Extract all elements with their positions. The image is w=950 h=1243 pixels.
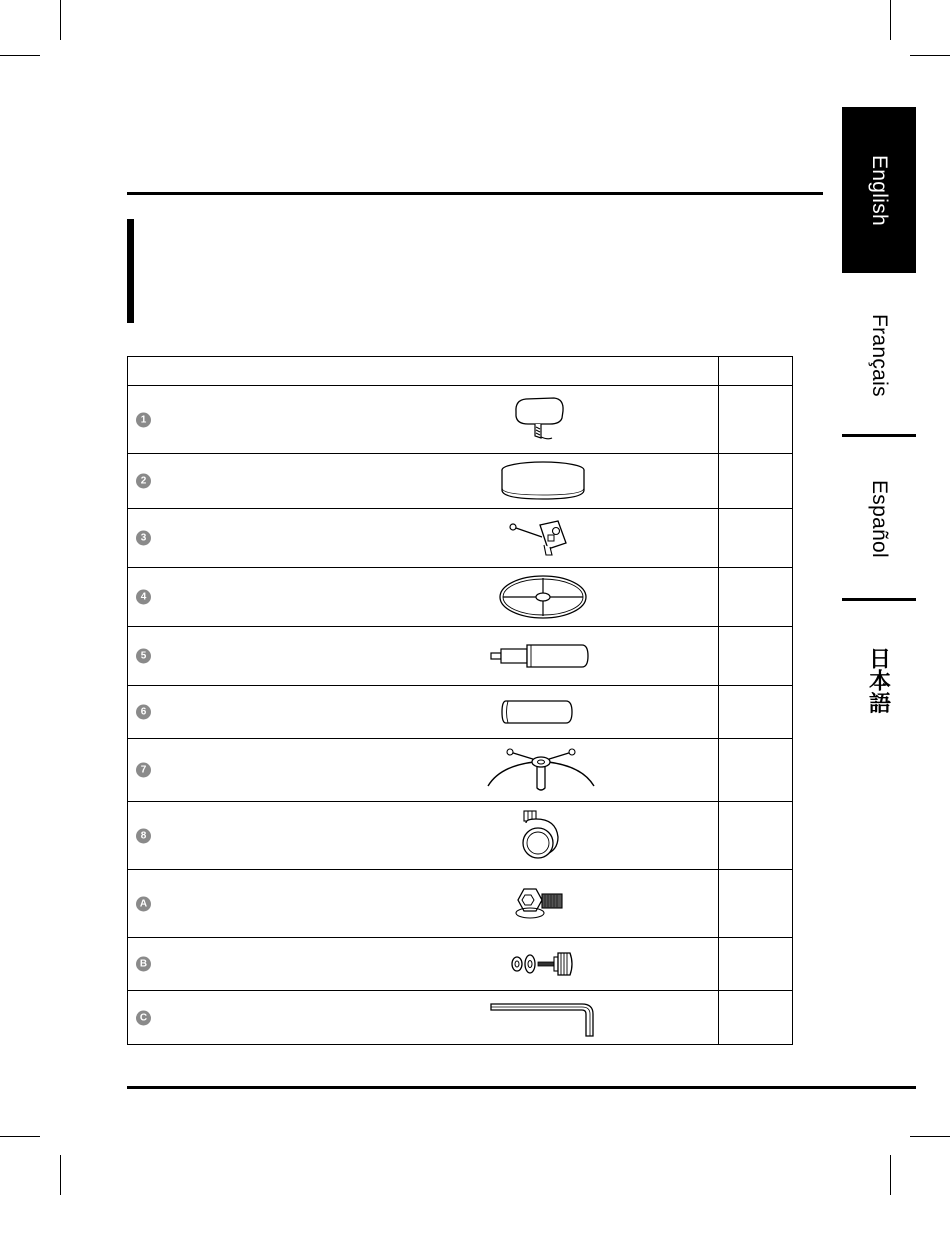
qty-cell [719,991,793,1045]
table-row [128,870,793,938]
part-number-badge: 6 [136,705,151,720]
tab-espanol-label: Español [868,480,891,558]
tab-japanese[interactable] [842,601,916,761]
headrest-icon [512,394,568,446]
qty-cell [719,568,793,627]
table-row [128,739,793,802]
part-cell [128,870,719,938]
part-cell [128,991,719,1045]
table-row [128,802,793,870]
part-cell [128,739,719,802]
part-cell [128,386,719,454]
tab-japanese-label: 日本語 [866,647,892,714]
qty-cell [719,802,793,870]
gas-lift-icon [490,643,590,669]
crop-mark [890,1155,891,1195]
table-row [128,568,793,627]
part-cell [128,509,719,568]
knob-with-washers-icon [510,948,576,980]
header-qty [719,357,793,386]
tab-english[interactable] [842,107,916,273]
bottom-rule [127,1086,916,1089]
table-row [128,991,793,1045]
part-cell [128,627,719,686]
part-number-badge: 2 [136,474,151,489]
part-number-badge: 7 [136,763,151,778]
table-row [128,686,793,739]
table-row [128,454,793,509]
crop-mark [0,55,40,56]
crop-mark [60,1155,61,1195]
qty-cell [719,870,793,938]
tab-espanol[interactable] [842,437,916,601]
top-rule [127,192,823,195]
part-cell [128,454,719,509]
bolt-icon [514,886,570,922]
tab-francais-label: Français [868,313,891,397]
lift-cover-icon [500,699,574,725]
qty-cell [719,739,793,802]
part-number-badge: 1 [136,412,151,427]
qty-cell [719,386,793,454]
table-row [128,386,793,454]
table-row [128,509,793,568]
foot-ring-icon [498,573,588,621]
qty-cell [719,938,793,991]
part-number-badge: B [136,957,151,972]
part-number-badge: 5 [136,649,151,664]
crop-mark [910,1136,950,1137]
part-cell [128,568,719,627]
section-heading-marker [127,219,134,323]
crop-mark [890,0,891,40]
parts-table [127,356,793,1045]
qty-cell [719,686,793,739]
part-number-badge: 4 [136,590,151,605]
part-cell [128,938,719,991]
seat-cushion-icon [500,460,586,502]
tab-english-label: English [868,154,891,226]
part-cell [128,802,719,870]
qty-cell [719,454,793,509]
part-number-badge: 3 [136,531,151,546]
caster-icon [520,807,562,865]
qty-cell [719,627,793,686]
table-row [128,938,793,991]
qty-cell [719,509,793,568]
part-number-badge: 8 [136,828,151,843]
part-cell [128,686,719,739]
tilt-mechanism-icon [506,515,574,561]
table-header-row [128,357,793,386]
tab-francais[interactable] [842,273,916,437]
crop-mark [60,0,61,40]
table-row [128,627,793,686]
header-part [128,357,719,386]
part-number-badge: A [136,896,151,911]
five-star-base-icon [486,746,596,794]
part-number-badge: C [136,1010,151,1025]
crop-mark [910,55,950,56]
crop-mark [0,1136,40,1137]
allen-key-icon [490,998,596,1038]
